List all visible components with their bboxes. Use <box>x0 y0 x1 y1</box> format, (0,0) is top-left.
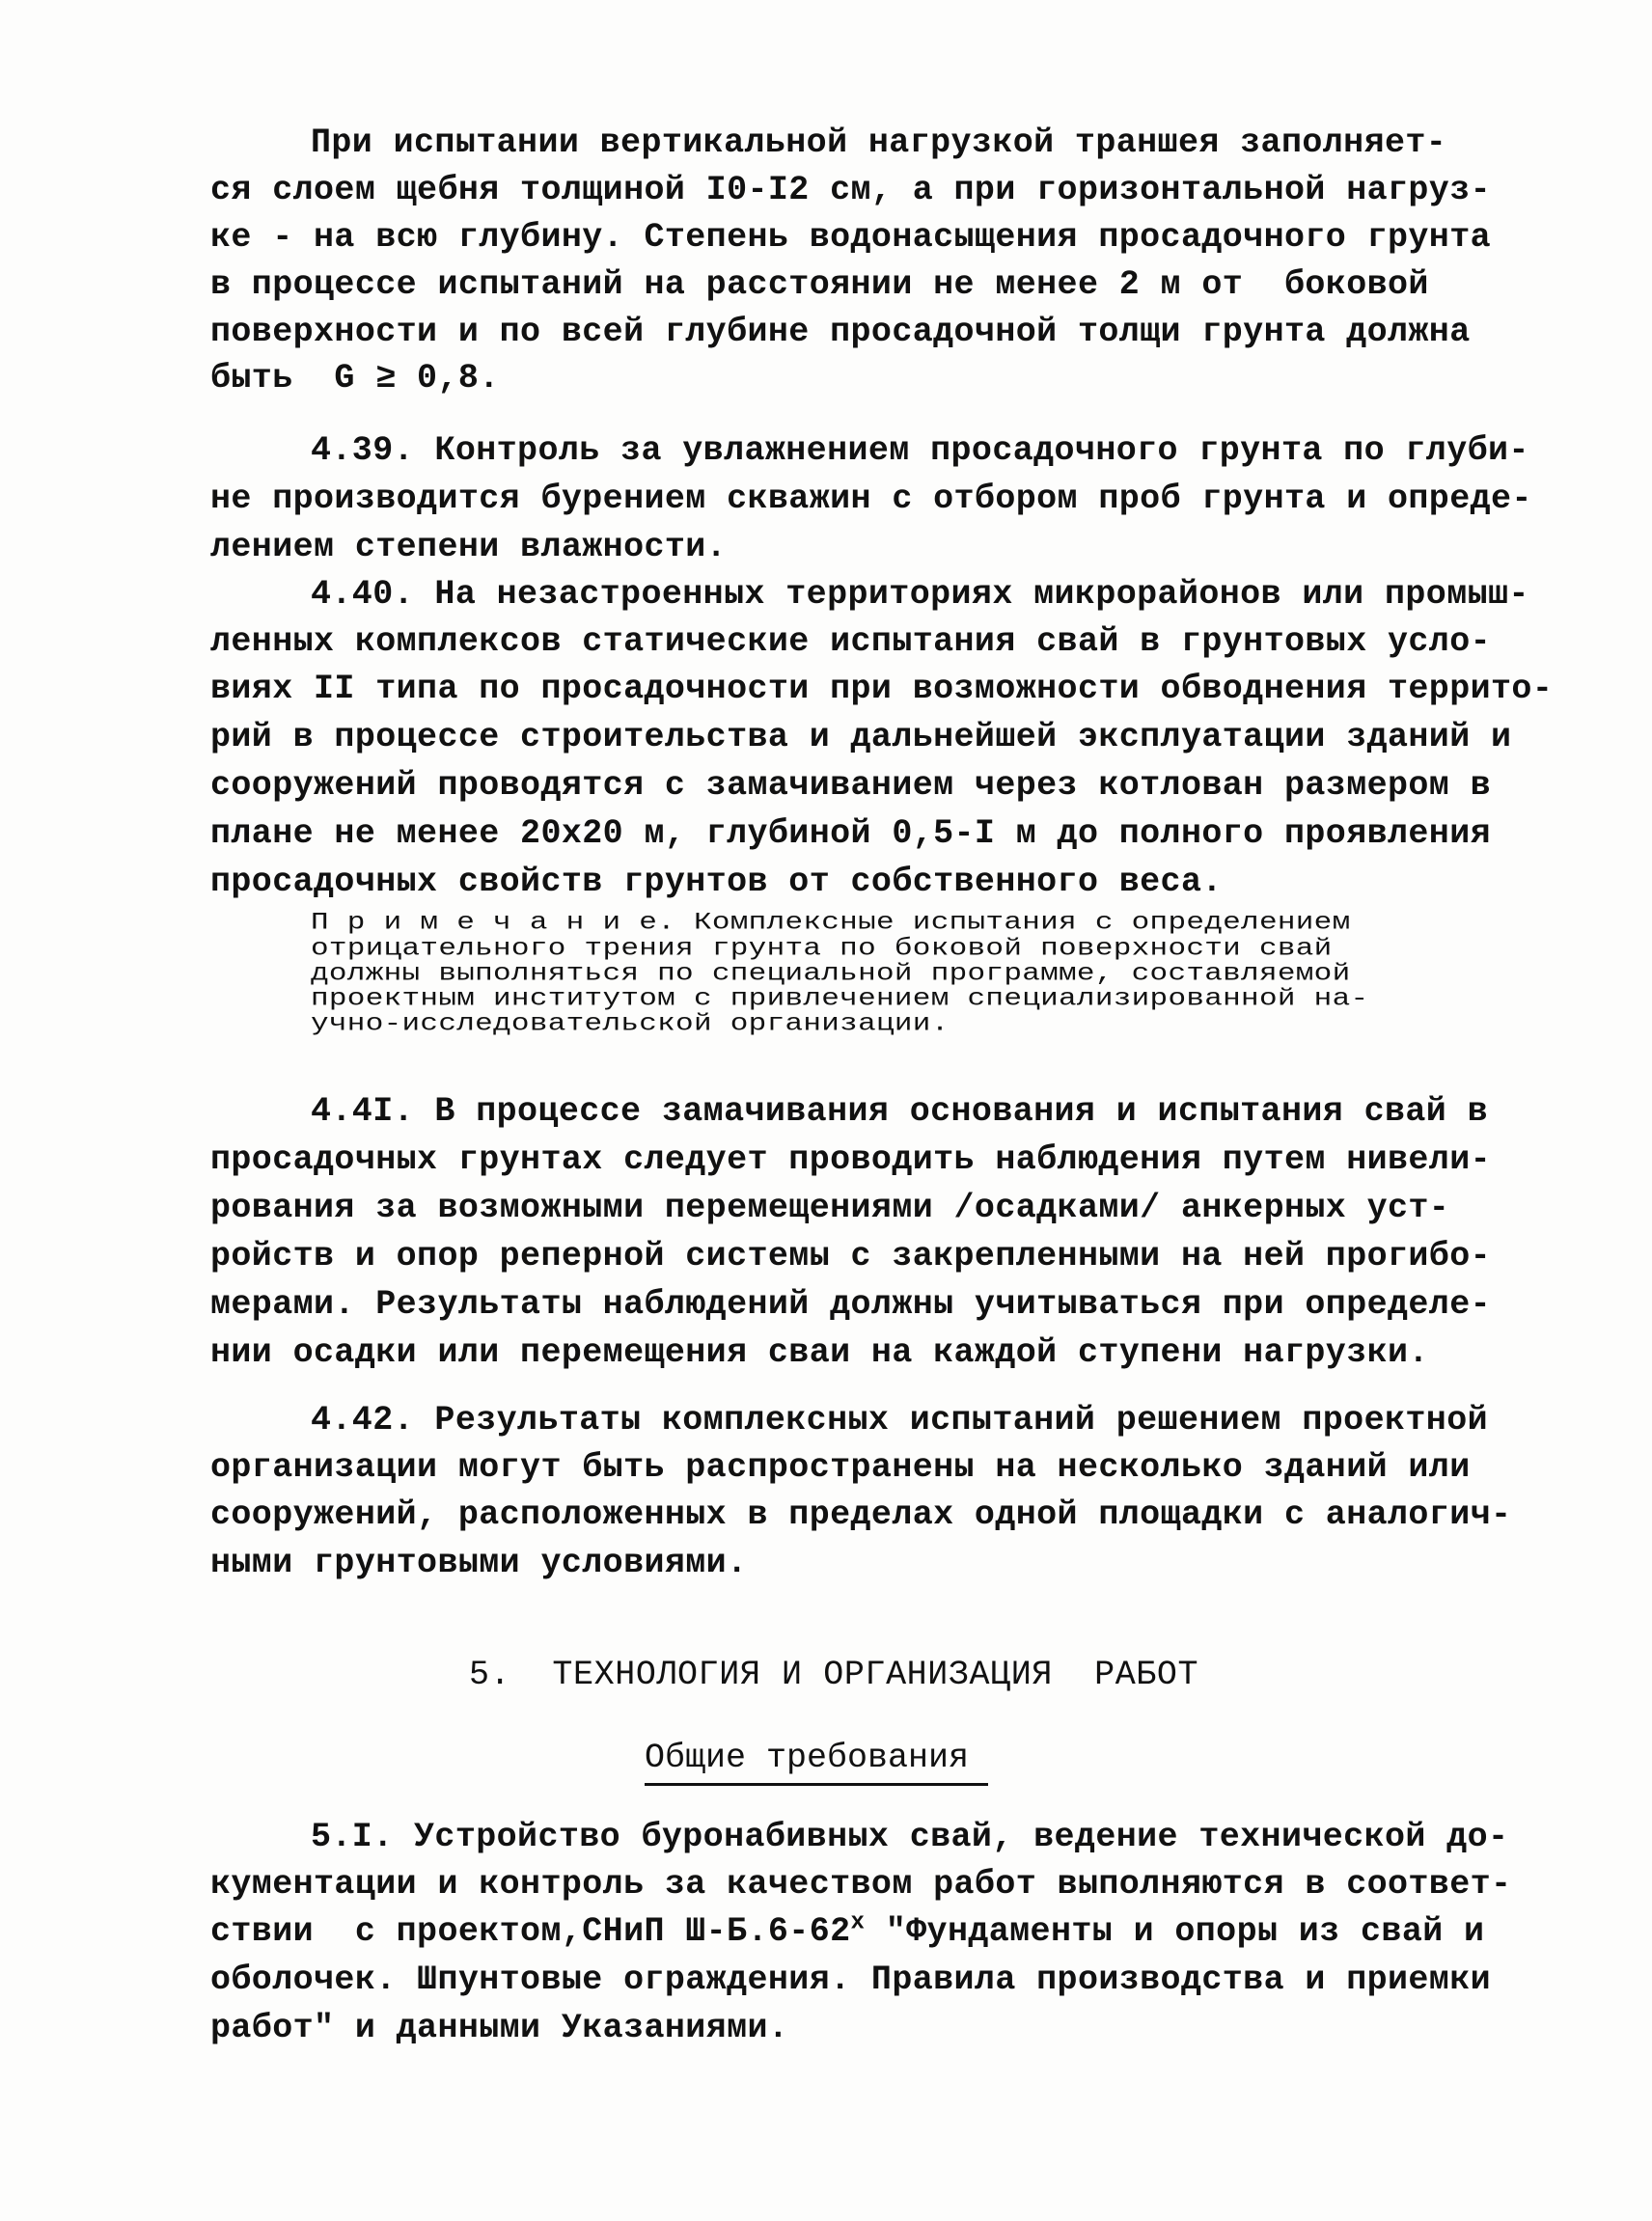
text-line: мерами. Результаты наблюдений должны учитываться при определе- <box>210 1285 1492 1324</box>
note-line: отрицательного трения грунта по боковой поверхности свай <box>311 934 1333 963</box>
text-line: При испытании вертикальной нагрузкой траншея заполняет- <box>311 123 1447 162</box>
text-line: организации могут быть распространены на несколько зданий или <box>210 1448 1471 1487</box>
text-line: в процессе испытаний на расстоянии не менее 2 м от боковой <box>210 265 1429 304</box>
text-line: рования за возможными перемещениями /осадками/ анкерных уст- <box>210 1189 1450 1227</box>
section-heading: 5. ТЕХНОЛОГИЯ И ОРГАНИЗАЦИЯ РАБОТ <box>469 1656 1199 1694</box>
text-line: просадочных грунтах следует проводить наблюдения путем нивели- <box>210 1140 1492 1179</box>
text-line: работ" и данными Указаниями. <box>210 2009 789 2047</box>
text-line-with-superscript <box>210 1908 1484 1955</box>
text-line: 5.I. Устройство буронабивных свай, ведение технической до- <box>311 1818 1509 1856</box>
text-line: 4.40. На незастроенных территориях микрорайонов или промыш- <box>311 575 1529 614</box>
superscript-mark: х <box>850 1909 866 1936</box>
text-line: оболочек. Шпунтовые ограждения. Правила производства и приемки <box>210 1961 1492 1999</box>
text-line: виях II типа по просадочности при возможности обводнения террито- <box>210 670 1554 708</box>
text-fragment: ствии с проектом,СНиП Ш-Б.6-62 <box>210 1912 851 1951</box>
text-line: 4.39. Контроль за увлажнением просадочного грунта по глуби- <box>311 431 1529 470</box>
text-line: 4.4I. В процессе замачивания основания и испытания свай в <box>311 1092 1488 1131</box>
text-line: ке - на всю глубину. Степень водонасыщения просадочного грунта <box>210 218 1492 257</box>
text-line: не производится бурением скважин с отбором проб грунта и опреде- <box>210 480 1532 518</box>
section-subheading: Общие требования <box>645 1735 988 1786</box>
text-line: ными грунтовыми условиями. <box>210 1544 748 1582</box>
note-line: проектным институтом с привлечением специализированной на- <box>311 984 1369 1013</box>
text-fragment: "Фундаменты и опоры из свай и <box>865 1912 1485 1951</box>
text-line: кументации и контроль за качеством работ выполняются в соответ- <box>210 1865 1512 1904</box>
text-line: поверхности и по всей глубине просадочной толщи грунта должна <box>210 313 1471 351</box>
note-line: должны выполняться по специальной программе, составляемой <box>311 959 1351 988</box>
text-line: сооружений, расположенных в пределах одной площадки с аналогич- <box>210 1495 1512 1534</box>
text-line: нии осадки или перемещения сваи на каждой ступени нагрузки. <box>210 1333 1429 1372</box>
text-line: быть G ≥ 0,8. <box>210 359 500 398</box>
note-line: учно-исследовательской организации. <box>311 1009 950 1038</box>
text-line: сооружений проводятся с замачиванием через котлован размером в <box>210 766 1492 805</box>
text-line: плане не менее 20х20 м, глубиной 0,5-I м до полного проявления <box>210 814 1492 853</box>
text-line: лением степени влажности. <box>210 528 728 566</box>
text-line: 4.42. Результаты комплексных испытаний решением проектной <box>311 1401 1488 1440</box>
text-line: ся слоем щебня толщиной I0-I2 см, а при горизонтальной нагруз- <box>210 171 1492 209</box>
text-line: рий в процессе строительства и дальнейшей эксплуатации зданий и <box>210 718 1512 756</box>
text-line: ленных комплексов статические испытания свай в грунтовых усло- <box>210 622 1492 661</box>
text-line: просадочных свойств грунтов от собственного веса. <box>210 863 1223 901</box>
note-line: П р и м е ч а н и е. Комплексные испытания с определением <box>311 908 1351 937</box>
text-line: ройств и опор реперной системы с закрепленными на ней прогибо- <box>210 1237 1492 1275</box>
